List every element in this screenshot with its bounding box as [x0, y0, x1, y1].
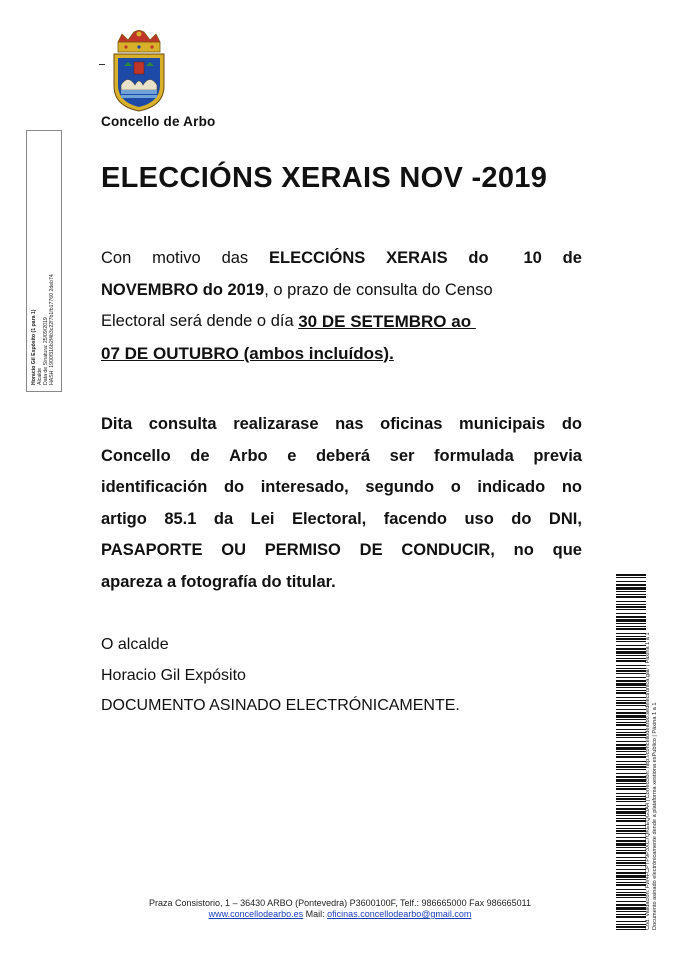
barcode-bar — [616, 638, 646, 640]
barcode-bar — [616, 692, 646, 694]
barcode-bar — [616, 926, 646, 928]
barcode-bar — [616, 914, 646, 915]
word: do — [511, 509, 532, 528]
signature-role: Alcalde — [37, 367, 43, 385]
text-line — [101, 472, 582, 504]
word: nas — [335, 415, 364, 433]
barcode-bar — [616, 776, 646, 778]
barcode-bar — [616, 591, 646, 592]
barcode-bar — [616, 596, 646, 598]
barcode-bar — [616, 786, 646, 787]
barcode-bar — [616, 697, 646, 698]
barcode-bar — [616, 916, 646, 918]
barcode-bar — [616, 619, 646, 622]
barcode-bar — [616, 756, 646, 758]
word: PERMISO — [264, 541, 341, 560]
barcode-bar — [616, 734, 646, 736]
word: facendo — [383, 509, 447, 528]
word: motivo — [152, 249, 201, 267]
barcode-bar — [616, 677, 646, 678]
barcode-bar — [616, 705, 646, 706]
entity-name: Concello de Arbo — [101, 114, 216, 129]
barcode-bar — [616, 828, 646, 829]
barcode-bar — [616, 626, 646, 627]
signer-name: Horacio Gil Expósito — [101, 666, 246, 684]
word: Lei — [250, 509, 275, 528]
word: indicado — [477, 478, 546, 497]
barcode-bar — [616, 690, 646, 691]
word: 85.1 — [164, 509, 197, 528]
word: segundo — [365, 478, 435, 497]
barcode-bar — [616, 892, 646, 893]
period-start: 30 DE SETEMBRO ao — [298, 312, 476, 331]
word: interesado, — [260, 478, 349, 497]
barcode-bar — [616, 574, 646, 576]
barcode-bar — [616, 811, 646, 814]
barcode-bar — [616, 636, 646, 637]
footer — [90, 898, 590, 920]
barcode-bar — [616, 766, 646, 768]
barcode-bar — [616, 700, 646, 701]
text-line — [101, 535, 582, 567]
barcode-bar — [616, 651, 646, 654]
word: Arbo — [229, 446, 268, 465]
coat-of-arms-logo — [108, 30, 170, 112]
period-end: 07 DE OUTUBRO (ambos incluídos). — [101, 343, 394, 363]
word: no — [513, 541, 534, 560]
document-title: ELECCIÓNS XERAIS NOV -2019 — [101, 162, 548, 194]
barcode-bar — [616, 875, 646, 878]
barcode-bar — [616, 924, 646, 925]
barcode-bar — [616, 577, 646, 578]
barcode-bar — [616, 884, 646, 886]
barcode-bar — [616, 788, 646, 790]
word: o — [450, 478, 461, 497]
text-line: apareza a fotografía do titular. — [101, 572, 336, 591]
signed-note: DOCUMENTO ASINADO ELECTRÓNICAMENTE. — [101, 697, 460, 714]
signature-hash: HASH: 1900f316b2f4b3c22f7b1fb17760 2deb74 — [49, 274, 55, 385]
word: DNI, — [548, 509, 582, 528]
signature-signer: Horacio Gil Expósito (1 para 1) — [31, 309, 37, 385]
barcode-bar — [616, 850, 646, 851]
barcode-bar — [616, 594, 646, 595]
barcode-bar — [616, 613, 646, 614]
barcode-bar — [616, 825, 646, 826]
barcode-bar — [616, 673, 646, 674]
barcode-bar — [616, 587, 646, 590]
barcode-bar — [616, 633, 646, 634]
word: ser — [389, 446, 415, 465]
barcode-bar — [616, 655, 646, 656]
word: ELECCIÓNS — [269, 249, 366, 267]
barcode-bar — [616, 658, 646, 659]
barcode-bar — [616, 872, 646, 874]
verification-platform: Documento asinado electrónicamente dende a plataforma xestiona esPublico | Páxina 1 a 1 — [652, 702, 658, 930]
word: identificación — [101, 478, 208, 497]
barcode-bar — [616, 904, 646, 906]
barcode-bar — [616, 843, 646, 846]
word: do — [468, 249, 489, 267]
word: da — [213, 509, 234, 528]
barcode-bar — [616, 670, 646, 672]
barcode-bar — [616, 732, 646, 733]
barcode-bar — [616, 929, 646, 930]
word: de — [190, 446, 210, 465]
barcode-bar — [616, 641, 646, 642]
barcode-bar — [616, 648, 646, 650]
barcode-bar — [616, 808, 646, 810]
barcode-bar — [616, 840, 646, 842]
barcode-bar — [616, 665, 646, 666]
barcode-bar — [616, 837, 646, 838]
word: Concello — [101, 446, 171, 465]
barcode-bar — [616, 889, 646, 890]
word: oficinas — [380, 415, 443, 433]
word: DE — [359, 541, 383, 560]
barcode-bar — [616, 609, 646, 610]
text-fragment: Electoral será dende o día — [101, 312, 299, 330]
barcode-bar — [616, 761, 646, 762]
barcode-bar — [616, 907, 646, 910]
barcode-bar — [616, 645, 646, 646]
footer-address: Praza Consistorio, 1 – 36430 ARBO (Pontevedra) P3600100F, Telf.: 986665000 Fax 986665011 — [149, 898, 531, 908]
barcode-bar — [616, 668, 646, 669]
barcode-bar — [616, 865, 646, 866]
barcode-bar — [616, 729, 646, 730]
signoff-block — [101, 630, 460, 722]
word: deberá — [315, 446, 371, 465]
word: consulta — [148, 415, 217, 433]
word: formulada — [434, 446, 514, 465]
barcode-bar — [616, 712, 646, 714]
barcode-bar — [616, 830, 646, 832]
barcode-bar — [616, 680, 646, 682]
word: do — [561, 415, 582, 433]
barcode-bar — [616, 715, 646, 718]
barcode-bar — [616, 751, 646, 752]
paragraph-announcement — [101, 243, 582, 369]
word: PASAPORTE — [101, 541, 203, 560]
barcode-bar — [616, 702, 646, 704]
word: Con — [101, 249, 132, 267]
word: das — [221, 249, 249, 267]
barcode-bar — [616, 911, 646, 912]
word: municipais — [459, 415, 546, 433]
word: de — [562, 249, 582, 267]
mail-label: Mail: — [303, 909, 328, 919]
text-line — [101, 275, 582, 307]
barcode-bar — [616, 852, 646, 854]
word: Dita — [101, 415, 133, 433]
signature-stamp — [31, 135, 55, 385]
barcode-bar — [616, 779, 646, 782]
barcode-bar — [616, 764, 646, 765]
text-line — [101, 409, 582, 441]
barcode-bar — [616, 616, 646, 618]
barcode-bar — [616, 719, 646, 720]
word: 10 — [523, 249, 542, 267]
barcode-bar — [616, 815, 646, 816]
word: que — [552, 541, 582, 560]
word: no — [561, 478, 582, 497]
barcode-bar — [616, 660, 646, 662]
word: uso — [464, 509, 494, 528]
barcode-bar — [616, 628, 646, 630]
barcode-bar — [616, 773, 646, 774]
signer-role: O alcalde — [101, 636, 169, 653]
barcode-bar — [616, 737, 646, 738]
barcode-bar — [616, 897, 646, 898]
barcode-bar — [616, 862, 646, 864]
verification-text — [645, 590, 659, 930]
barcode-bar — [616, 796, 646, 797]
email-link[interactable]: oficinas.concellodearbo@gmail.com — [327, 909, 472, 919]
barcode-bar — [616, 805, 646, 806]
barcode-bar — [616, 604, 646, 605]
word: artigo — [101, 509, 147, 528]
barcode-bar — [616, 882, 646, 883]
text-line — [101, 306, 582, 338]
text-line — [101, 504, 582, 536]
word: OU — [221, 541, 246, 560]
barcode-bar — [616, 581, 646, 582]
barcode-bar — [616, 741, 646, 742]
barcode-bar — [616, 747, 646, 750]
footer-contacts — [90, 909, 590, 920]
word: Electoral, — [291, 509, 367, 528]
barcode-bar — [616, 798, 646, 800]
barcode-bar — [616, 744, 646, 746]
paragraph-consultation-details — [101, 409, 582, 599]
word: e — [287, 446, 297, 465]
barcode-bar — [616, 860, 646, 861]
barcode-bar — [616, 869, 646, 870]
barcode-bar — [616, 879, 646, 880]
barcode-bar — [616, 687, 646, 688]
barcode-bar — [616, 724, 646, 726]
word: realizarase — [233, 415, 319, 433]
barcode-bar — [616, 793, 646, 794]
word: XERAIS — [386, 249, 448, 267]
barcode-bar — [616, 754, 646, 755]
barcode-bar — [616, 606, 646, 608]
word: do — [223, 478, 245, 497]
barcode-bar — [616, 683, 646, 686]
barcode-bar — [616, 894, 646, 896]
signature-date: Data de Sinatura: 25/09/2019 — [43, 317, 49, 385]
barcode-bar — [616, 722, 646, 723]
text-line — [101, 441, 582, 473]
verification-code: Cód. Validación: FW4FCPTP9P3XC7QKEEQG3A4 | Corrección: http://concellodearbo.sedelectronica.gal/ | Páxina 1 a 1 — [645, 632, 651, 930]
text-line — [101, 243, 582, 275]
barcode-bar — [616, 833, 646, 834]
text-line — [101, 338, 582, 370]
barcode-bar — [616, 584, 646, 586]
barcode-bar — [616, 709, 646, 710]
barcode-bar — [616, 857, 646, 858]
barcode-bar — [616, 820, 646, 822]
barcode-bar — [616, 783, 646, 784]
barcode-bar — [616, 801, 646, 802]
barcode-bar — [616, 601, 646, 602]
website-link[interactable]: www.concellodearbo.es — [208, 909, 304, 919]
election-date: NOVEMBRO do 2019 — [101, 280, 265, 299]
barcode-bar — [616, 769, 646, 770]
barcode-bar — [616, 623, 646, 624]
barcode-bar — [616, 901, 646, 902]
crest-mark — [99, 64, 105, 65]
barcode-bar — [616, 818, 646, 819]
word: previa — [533, 446, 582, 465]
word: CONDUCIR, — [401, 541, 495, 560]
barcode-bar — [616, 847, 646, 848]
text-fragment: , o prazo de consulta do Censo — [264, 280, 493, 299]
barcode-bar — [616, 921, 646, 922]
barcode — [616, 574, 646, 934]
